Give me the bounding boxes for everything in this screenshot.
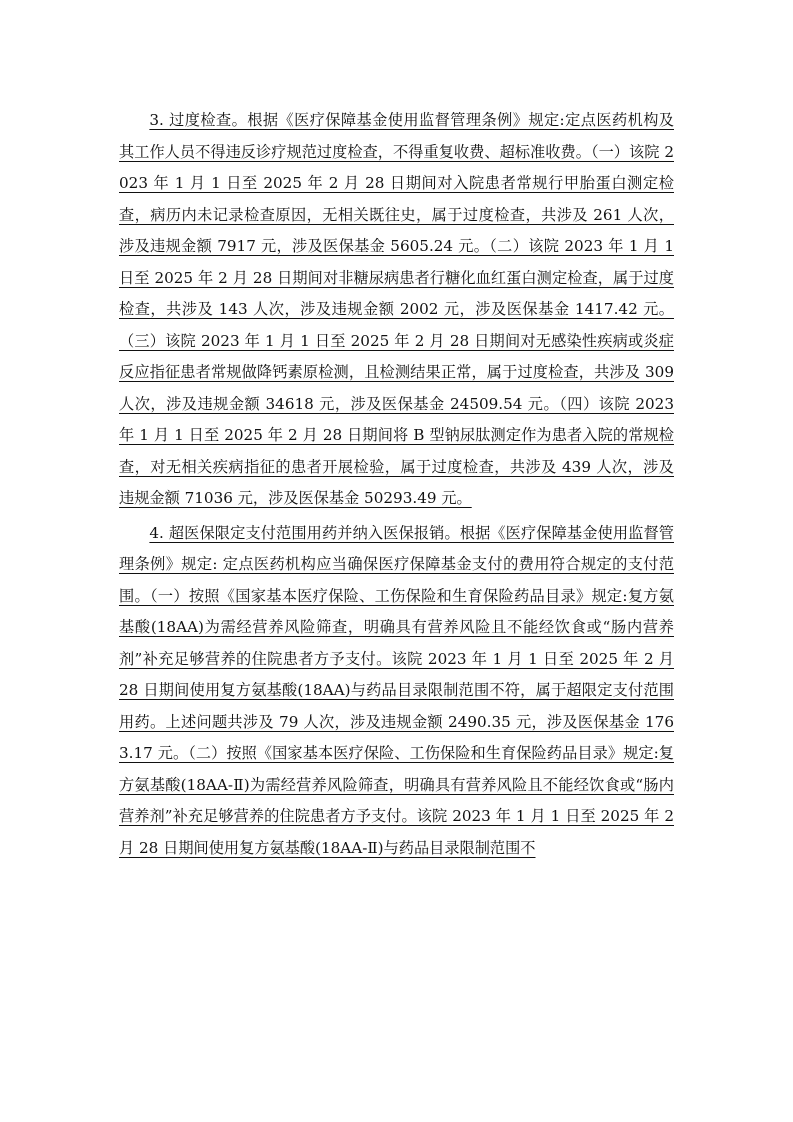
- paragraph-overexamination-text: 3. 过度检查。根据《医疗保障基金使用监督管理条例》规定:定点医药机构及其工作人员不得违反诊疗规范过度检查，不得重复收费、超标准收费。（一）该院 2023 年 1 月 1 日至 2025 年 2 月 28 日期间对入院患者常规行甲胎蛋白测定检查，病历内未记录检查原因，无相关既往史，属于过度检查，共涉及 261 人次，涉及违规金额 7917 元，涉及医保基金 5605.24 元。（二）该院 2023 年 1 月 1 日至 2025 年 2 月 28 日期间对非糖尿病患者行糖化血红蛋白测定检查，属于过度检查，共涉及 143 人次，涉及违规金额 2002 元，涉及医保基金 1417.42 元。（三）该院 2023 年 1 月 1 日至 2025 年 2 月 28 日期间对无感染性疾病或炎症反应指征患者常规做降钙素原检测，且检测结果正常，属于过度检查，共涉及 309 人次，涉及违规金额 34618 元，涉及医保基金 24509.54 元。（四）该院 2023 年 1 月 1 日至 2025 年 2 月 28 日期间将 B 型钠尿肽测定作为患者入院的常规检查，对无相关疾病指征的患者开展检验，属于过度检查，共涉及 439 人次，涉及违规金额 71036 元，涉及医保基金 50293.49 元。: [119, 111, 674, 507]
- document-body: [119, 105, 674, 867]
- paragraph-over-limit-medication: [119, 518, 674, 865]
- paragraph-over-limit-medication-text: 4. 超医保限定支付范围用药并纳入医保报销。根据《医疗保障基金使用监督管理条例》规定: 定点医药机构应当确保医疗保障基金支付的费用符合规定的支付范围。（一）按照《国家基本医疗保险、工伤保险和生育保险药品目录》规定:复方氨基酸(18AA)为需经营养风险筛查，明确具有营养风险且不能经饮食或“肠内营养剂”补充足够营养的住院患者方予支付。该院 2023 年 1 月 1 日至 2025 年 2 月 28 日期间使用复方氨基酸(18AA)与药品目录限制范围不符，属于超限定支付范围用药。上述问题共涉及 79 人次，涉及违规金额 2490.35 元，涉及医保基金 1763.17 元。（二）按照《国家基本医疗保险、工伤保险和生育保险药品目录》规定:复方氨基酸(18AA-Ⅱ)为需经营养风险筛查，明确具有营养风险且不能经饮食或“肠内营养剂”补充足够营养的住院患者方予支付。该院 2023 年 1 月 1 日至 2025 年 2 月 28 日期间使用复方氨基酸(18AA-Ⅱ)与药品目录限制范围不: [119, 523, 674, 857]
- paragraph-overexamination: [119, 105, 674, 515]
